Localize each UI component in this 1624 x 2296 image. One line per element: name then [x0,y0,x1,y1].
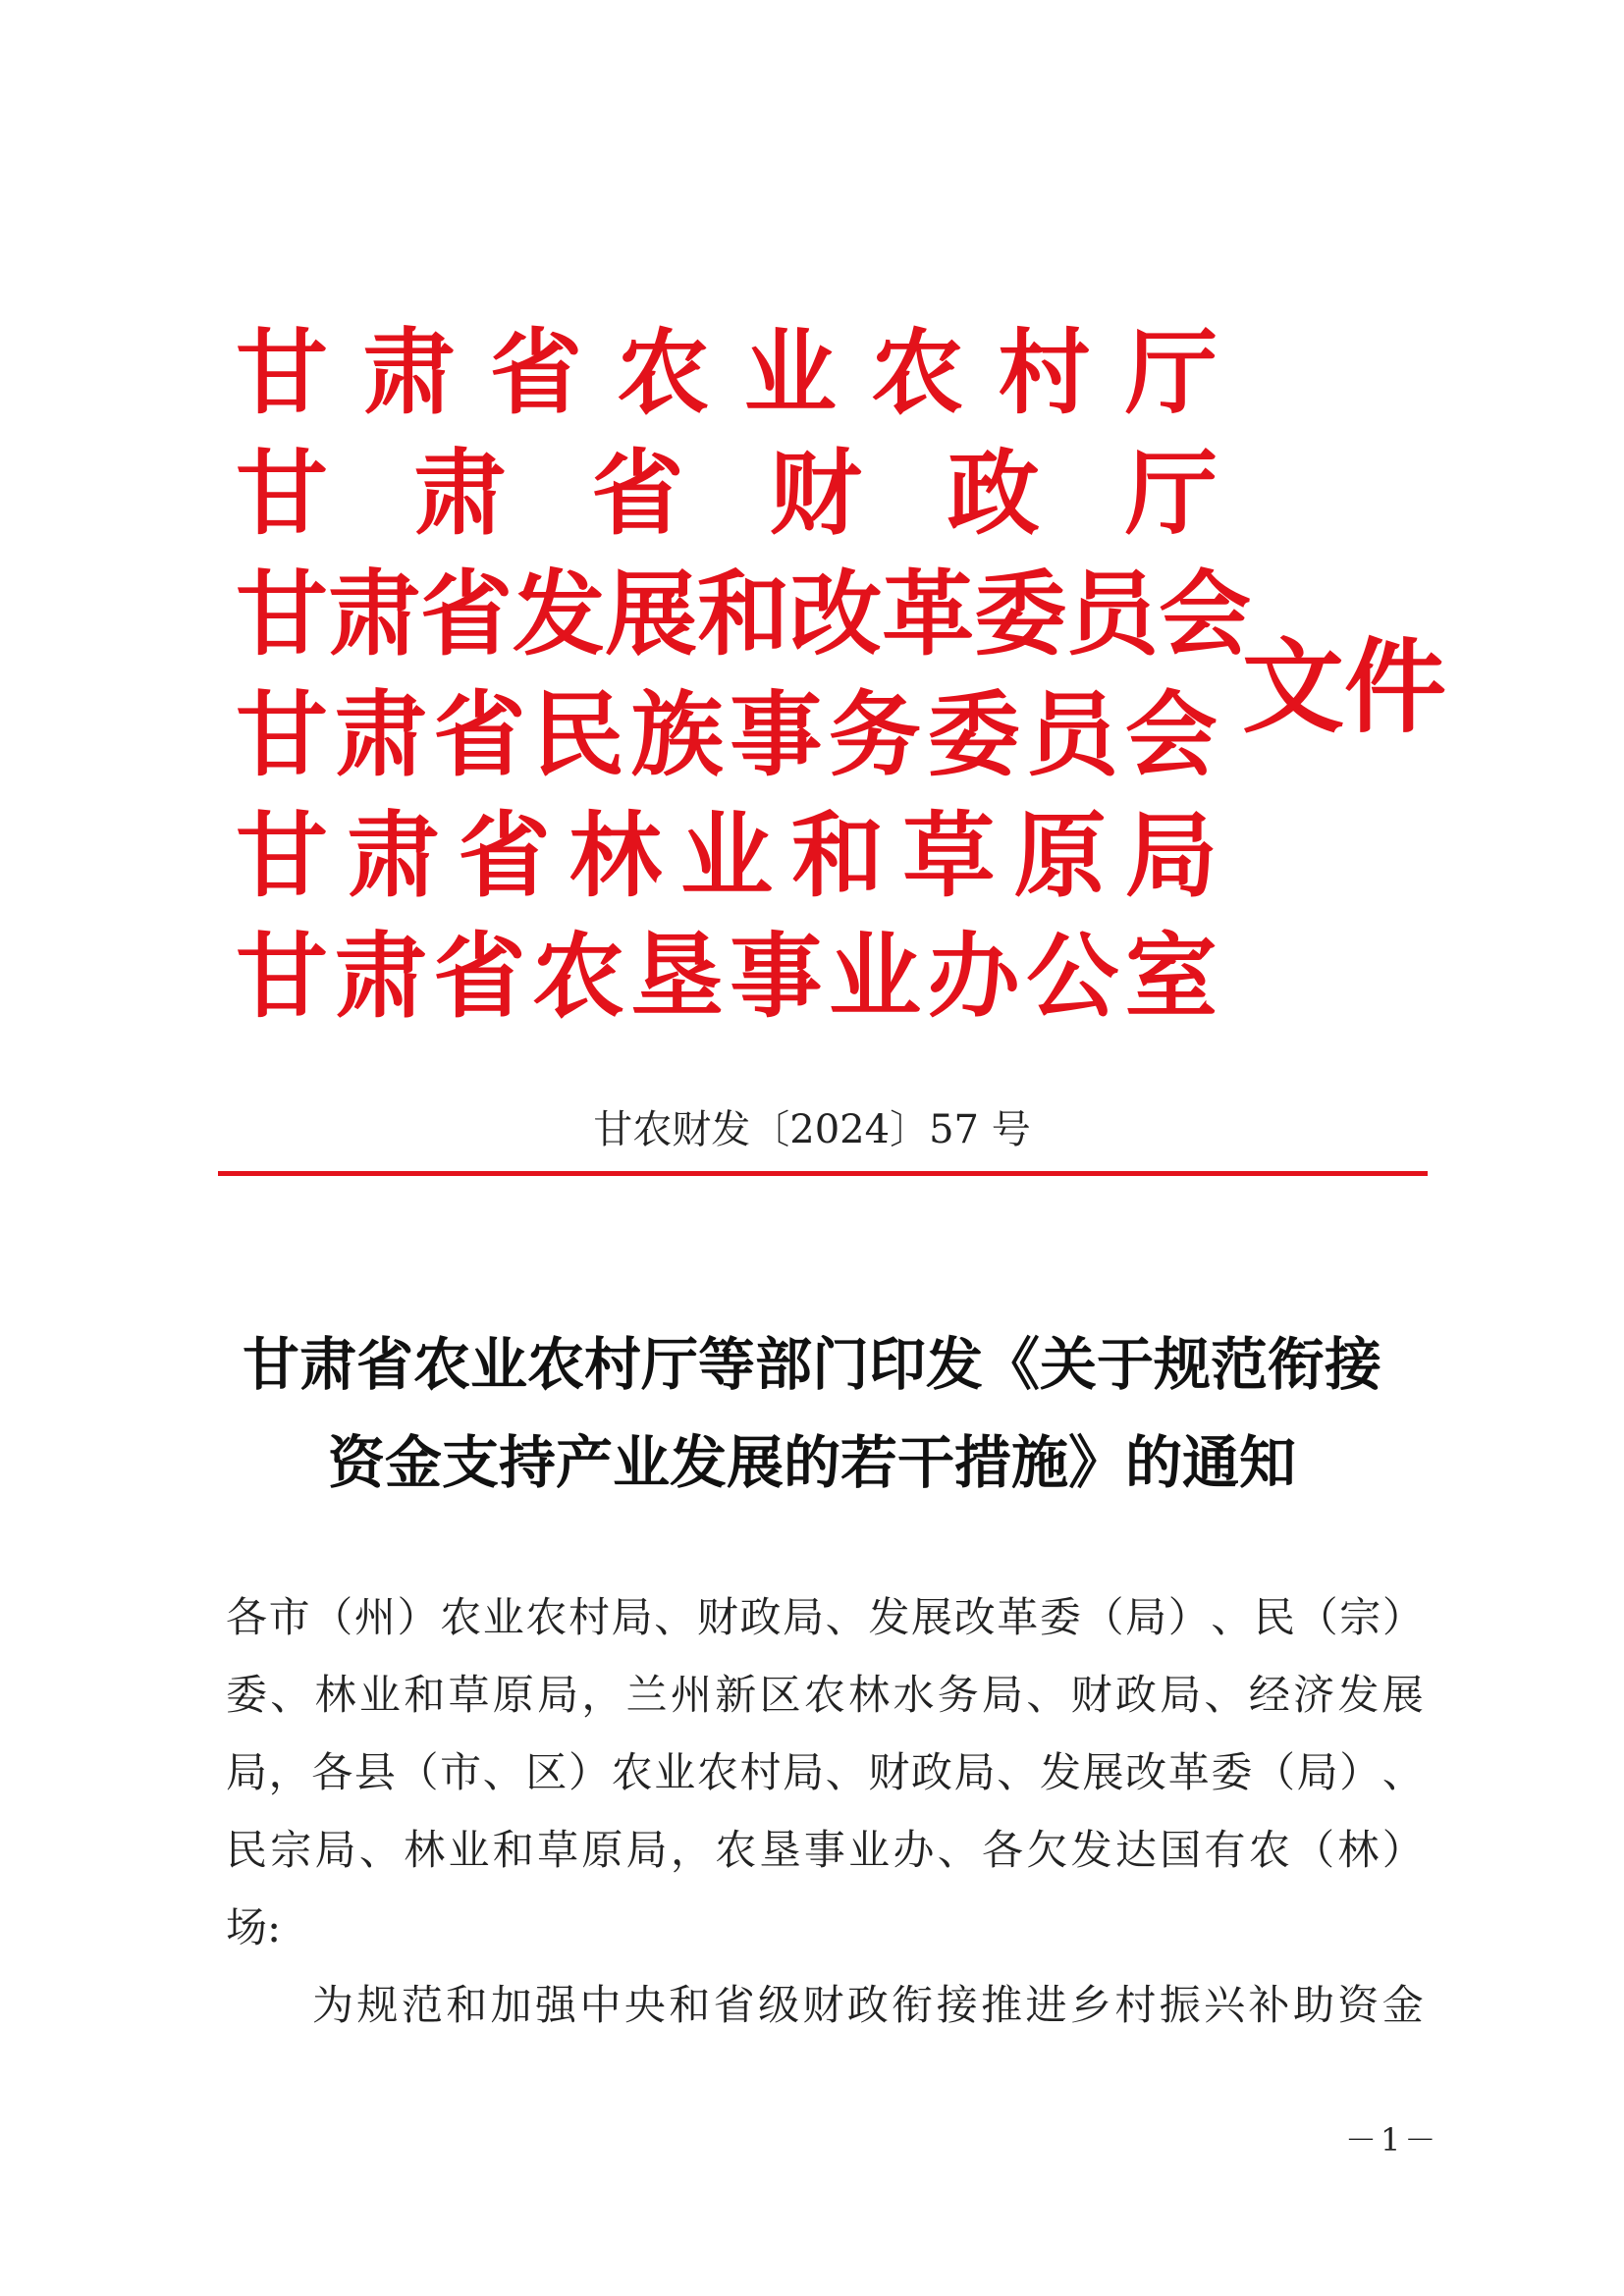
glyph: 垦 [759,1826,801,1874]
glyph: 级 [758,1981,800,2029]
glyph: 事 [730,681,823,789]
glyph: 族 [630,681,724,789]
glyph: 草 [902,802,996,910]
glyph: 农 [696,1748,738,1796]
glyph: 政 [1114,1671,1157,1719]
glyph: 资 [1337,1981,1380,2029]
glyph: 补 [1248,1981,1290,2029]
glyph: 省 [420,561,514,668]
masthead-line-6 [236,923,1218,1031]
masthead-line-1 [236,319,1218,427]
glyph: 甘 [236,681,329,789]
glyph: 局 [953,1748,996,1796]
title-line-1: 甘肃省农业农村厅等部门印发《关于规范衔接 [242,1331,1381,1398]
red-divider-rule [218,1171,1428,1176]
glyph: 业 [848,1826,891,1874]
glyph: 、 [1381,1748,1424,1796]
glyph: 、 [482,1748,524,1796]
glyph: 范 [401,1981,443,2029]
glyph: 局 [611,1593,653,1641]
glyph: 强 [535,1981,577,2029]
glyph: 局 [537,1671,579,1719]
glyph: 财 [868,1748,910,1796]
glyph: 林 [568,802,662,910]
glyph: 乡 [1069,1981,1111,2029]
glyph: 、 [825,1593,867,1641]
glyph: （ [1082,1593,1124,1641]
glyph: 区 [759,1671,801,1719]
glyph: 业 [743,319,837,427]
glyph: 和 [492,1826,534,1874]
document-number: 甘农财发〔2024〕57 号 [593,1107,1031,1152]
glyph: 农 [803,1671,845,1719]
glyph: 村 [998,319,1091,427]
glyph: 宗 [270,1826,312,1874]
glyph: 为 [312,1981,354,2029]
glyph: 业 [828,923,921,1031]
glyph: 各 [226,1593,268,1641]
page-number: －1－ [1345,2121,1440,2159]
glyph: 肃 [413,440,507,548]
glyph: 和 [791,802,885,910]
glyph: 展 [1082,1748,1124,1796]
glyph: 发 [1039,1748,1081,1796]
glyph: 振 [1159,1981,1201,2029]
glyph: 业 [358,1671,401,1719]
glyph: 、 [270,1671,312,1719]
glyph: 进 [1025,1981,1067,2029]
glyph: 原 [1013,802,1107,910]
body-line-4 [226,1811,1424,1889]
glyph: 办 [893,1826,935,1874]
glyph: 局 [226,1748,268,1796]
glyph: 村 [1114,1981,1157,2029]
glyph: 改 [789,561,883,668]
glyph: 甘 [236,802,329,910]
glyph: 宗 [1339,1593,1381,1641]
glyph: 员 [1026,681,1119,789]
glyph: 业 [448,1826,490,1874]
glyph: 局 [1125,1593,1167,1641]
glyph: 省 [433,923,526,1031]
glyph: 肃 [334,923,427,1031]
glyph: 改 [953,1593,996,1641]
glyph: 局 [314,1826,356,1874]
title-line-2: 资金支持产业发展的若干措施》的通知 [327,1429,1296,1496]
glyph: 、 [1204,1671,1246,1719]
glyph: 革 [997,1593,1039,1641]
glyph: 局 [1124,802,1218,910]
glyph: 林 [1337,1826,1380,1874]
glyph: 发 [1070,1826,1112,1874]
glyph: 局 [783,1593,825,1641]
body-line-3 [226,1734,1424,1811]
glyph: 政 [739,1593,782,1641]
glyph: 农 [531,923,624,1031]
masthead-line-2 [236,440,1218,548]
glyph: 省 [433,681,526,789]
glyph: 甘 [236,923,329,1031]
glyph: 农 [617,319,710,427]
masthead [236,319,1257,1045]
glyph: 、 [1026,1671,1068,1719]
glyph: 兴 [1204,1981,1246,2029]
glyph: 林 [848,1671,891,1719]
glyph: 员 [1066,561,1160,668]
glyph: 改 [1125,1748,1167,1796]
glyph: 革 [1167,1748,1210,1796]
body-line-6 [226,1966,1424,2044]
glyph: 原 [492,1671,534,1719]
glyph: 水 [893,1671,935,1719]
glyph: 金 [1381,1981,1424,2029]
glyph: 、 [825,1748,867,1796]
glyph: 、 [654,1593,696,1641]
glyph: 肃 [362,319,456,427]
glyph: 各 [982,1826,1024,1874]
glyph: ） [1381,1593,1424,1641]
glyph: 各 [311,1748,353,1796]
glyph: 经 [1248,1671,1290,1719]
glyph: 甘 [236,440,329,548]
glyph: ） [1339,1748,1381,1796]
glyph: （ [311,1593,353,1641]
glyph: ） [1167,1593,1210,1641]
glyph: 局 [625,1826,668,1874]
glyph: 会 [1159,561,1252,668]
glyph: 村 [739,1748,782,1796]
body-line-5: 场: [226,1903,282,1951]
glyph: 肃 [328,561,421,668]
masthead-line-5 [236,802,1218,910]
glyph: 有 [1204,1826,1246,1874]
glyph: 业 [654,1748,696,1796]
glyph: 、 [1211,1593,1253,1641]
glyph: 农 [440,1593,482,1641]
glyph: 业 [679,802,773,910]
glyph: （ [1293,1826,1335,1874]
glyph: 省 [489,319,582,427]
glyph: 局 [1296,1748,1338,1796]
glyph: 委 [1039,1593,1081,1641]
glyph: 中 [579,1981,622,2029]
glyph: 委 [974,561,1067,668]
glyph: 农 [525,1593,568,1641]
glyph: 区 [525,1748,568,1796]
glyph: 规 [356,1981,399,2029]
glyph: ， [268,1748,310,1796]
glyph: 农 [715,1826,757,1874]
glyph: 务 [937,1671,979,1719]
glyph: 财 [802,1981,844,2029]
glyph: 局 [1160,1671,1202,1719]
glyph: 欠 [1026,1826,1068,1874]
glyph: 草 [448,1671,490,1719]
glyph: 室 [1124,923,1218,1031]
glyph: 政 [846,1981,889,2029]
masthead-line-3 [236,561,1252,668]
glyph: 林 [314,1671,356,1719]
glyph: 市 [440,1748,482,1796]
glyph: 草 [537,1826,579,1874]
glyph: 业 [482,1593,524,1641]
glyph: ） [568,1748,611,1796]
glyph: 展 [911,1593,953,1641]
glyph: 事 [803,1826,845,1874]
glyph: 和 [404,1671,446,1719]
glyph: 政 [911,1748,953,1796]
glyph: 国 [1160,1826,1202,1874]
glyph: 兰 [625,1671,668,1719]
glyph: 推 [981,1981,1023,2029]
glyph: 会 [1124,681,1218,789]
glyph: 发 [868,1593,910,1641]
glyph: 州 [670,1671,712,1719]
glyph: 加 [490,1981,532,2029]
glyph: 办 [927,923,1020,1031]
document-title [177,1315,1447,1512]
glyph: 民 [1254,1593,1296,1641]
glyph: 民 [226,1826,268,1874]
glyph: 衔 [892,1981,934,2029]
glyph: 达 [1114,1826,1157,1874]
glyph: 财 [1070,1671,1112,1719]
glyph: 民 [531,681,624,789]
glyph: 肃 [334,681,427,789]
glyph: 厅 [1124,440,1218,548]
glyph: （ [397,1748,439,1796]
body-line-1 [226,1578,1424,1656]
masthead-suffix-wenjian: 文件 [1242,626,1447,747]
glyph: 发 [1337,1671,1380,1719]
glyph: 省 [713,1981,755,2029]
glyph: 县 [353,1748,396,1796]
glyph: 和 [669,1981,711,2029]
glyph: 革 [882,561,975,668]
glyph: 农 [1248,1826,1290,1874]
glyph: 农 [871,319,964,427]
glyph: 财 [769,440,862,548]
glyph: 助 [1292,1981,1334,2029]
glyph: 和 [697,561,790,668]
glyph: 厅 [1124,319,1218,427]
glyph: 垦 [630,923,724,1031]
glyph: 发 [513,561,606,668]
glyph: ） [1381,1826,1424,1874]
glyph: 州 [353,1593,396,1641]
glyph: 接 [936,1981,978,2029]
glyph: 原 [581,1826,623,1874]
glyph: ， [670,1826,712,1874]
glyph: 农 [611,1748,653,1796]
glyph: 委 [226,1671,268,1719]
body-line-2 [226,1656,1424,1734]
glyph: 甘 [236,319,329,427]
masthead-line-4 [236,681,1218,789]
glyph: 政 [947,440,1040,548]
body-text [226,1578,1424,2044]
glyph: 和 [446,1981,488,2029]
glyph: 林 [404,1826,446,1874]
glyph: 局 [982,1671,1024,1719]
glyph: 委 [927,681,1020,789]
glyph: 公 [1026,923,1119,1031]
glyph: 省 [458,802,551,910]
glyph: （ [1254,1748,1296,1796]
glyph: 村 [568,1593,611,1641]
glyph: 济 [1293,1671,1335,1719]
glyph: 展 [605,561,698,668]
glyph: 、 [358,1826,401,1874]
glyph: （ [1296,1593,1338,1641]
glyph: 事 [730,923,823,1031]
glyph: 市 [268,1593,310,1641]
glyph: 财 [696,1593,738,1641]
glyph: 甘 [236,561,329,668]
glyph: ， [581,1671,623,1719]
glyph: 展 [1381,1671,1424,1719]
glyph: 省 [591,440,684,548]
glyph: 委 [1211,1748,1253,1796]
glyph: 央 [623,1981,666,2029]
glyph: 、 [937,1826,979,1874]
glyph: 肃 [347,802,440,910]
glyph: 、 [997,1748,1039,1796]
glyph: ） [397,1593,439,1641]
glyph: 新 [715,1671,757,1719]
glyph: 务 [828,681,921,789]
glyph: 局 [783,1748,825,1796]
